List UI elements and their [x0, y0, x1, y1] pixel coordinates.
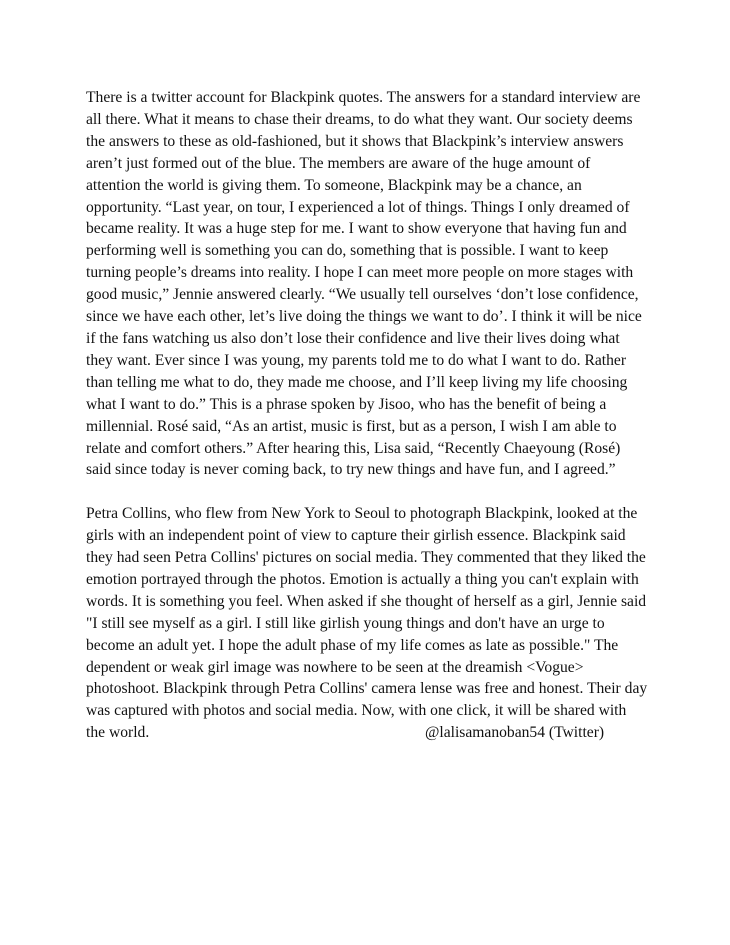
text-line: became reality. It was a huge step for me. I want to show everyone that having fun and [86, 220, 627, 238]
text-line: performing well is something you can do, something that is possible. I want to keep [86, 242, 609, 260]
text-line: opportunity. “Last year, on tour, I experienced a lot of things. Things I only dreamed of [86, 198, 630, 216]
text-line: they want. Ever since I was young, my parents told me to do what I want to do. Rather [86, 351, 627, 369]
text-line: turning people’s dreams into reality. I hope I can meet more people on more stages with [86, 264, 634, 282]
text-line: was captured with photos and social media. Now, with one click, it will be shared with [86, 702, 627, 720]
text-line: words. It is something you feel. When asked if she thought of herself as a girl, Jennie said [86, 592, 647, 610]
text-line: the answers to these as old-fashioned, but it shows that Blackpink’s interview answers [86, 132, 624, 150]
text-line: all there. What it means to chase their dreams, to do what they want. Our society deems [86, 110, 633, 128]
paragraph-blackpink-interview [86, 87, 646, 481]
text-line: aren’t just formed out of the blue. The members are aware of the huge amount of [86, 154, 591, 172]
text-line-content: the world. [86, 724, 150, 742]
text-line: good music,” Jennie answered clearly. “We usually tell ourselves ‘don’t lose confidence, [86, 286, 639, 304]
text-line: "I still see myself as a girl. I still like girlish young things and don't have an urge to [86, 614, 605, 632]
document-page [86, 87, 646, 744]
text-line: girls with an independent point of view to capture their girlish essence. Blackpink said [86, 527, 626, 545]
text-line: There is a twitter account for Blackpink quotes. The answers for a standard interview are [86, 89, 641, 106]
text-line: emotion portrayed through the photos. Emotion is actually a thing you can't explain with [86, 570, 639, 588]
text-line: relate and comfort others.” After hearing this, Lisa said, “Recently Chaeyoung (Rosé) [86, 439, 621, 457]
text-line: photoshoot. Blackpink through Petra Collins' camera lense was free and honest. Their day [86, 680, 648, 698]
text-line: if the fans watching us also don’t lose their confidence and live their lives doing what [86, 329, 620, 347]
author-signature: @lalisamanoban54 (Twitter) [425, 724, 605, 742]
text-line [86, 722, 646, 744]
text-line: since we have each other, let’s live doing the things we want to do’. I think it will be nice [86, 308, 642, 326]
text-line: Petra Collins, who flew from New York to Seoul to photograph Blackpink, looked at the [86, 505, 638, 523]
text-line: millennial. Rosé said, “As an artist, music is first, but as a person, I wish I am able to [86, 417, 617, 435]
text-line: dependent or weak girl image was nowhere to be seen at the dreamish <Vogue> [86, 658, 584, 676]
text-line: attention the world is giving them. To someone, Blackpink may be a chance, an [86, 176, 582, 194]
paragraph-petra-collins [86, 503, 646, 744]
text-line: become an adult yet. I hope the adult phase of my life comes as late as possible." The [86, 636, 619, 654]
text-line: than telling me what to do, they made me choose, and I’ll keep living my life choosing [86, 373, 628, 391]
text-line: they had seen Petra Collins' pictures on social media. They commented that they liked the [86, 549, 646, 567]
text-line: what I want to do.” This is a phrase spoken by Jisoo, who has the benefit of being a [86, 395, 607, 413]
text-line: said since today is never coming back, to try new things and have fun, and I agreed.” [86, 461, 616, 479]
paragraph-gap [86, 481, 646, 503]
